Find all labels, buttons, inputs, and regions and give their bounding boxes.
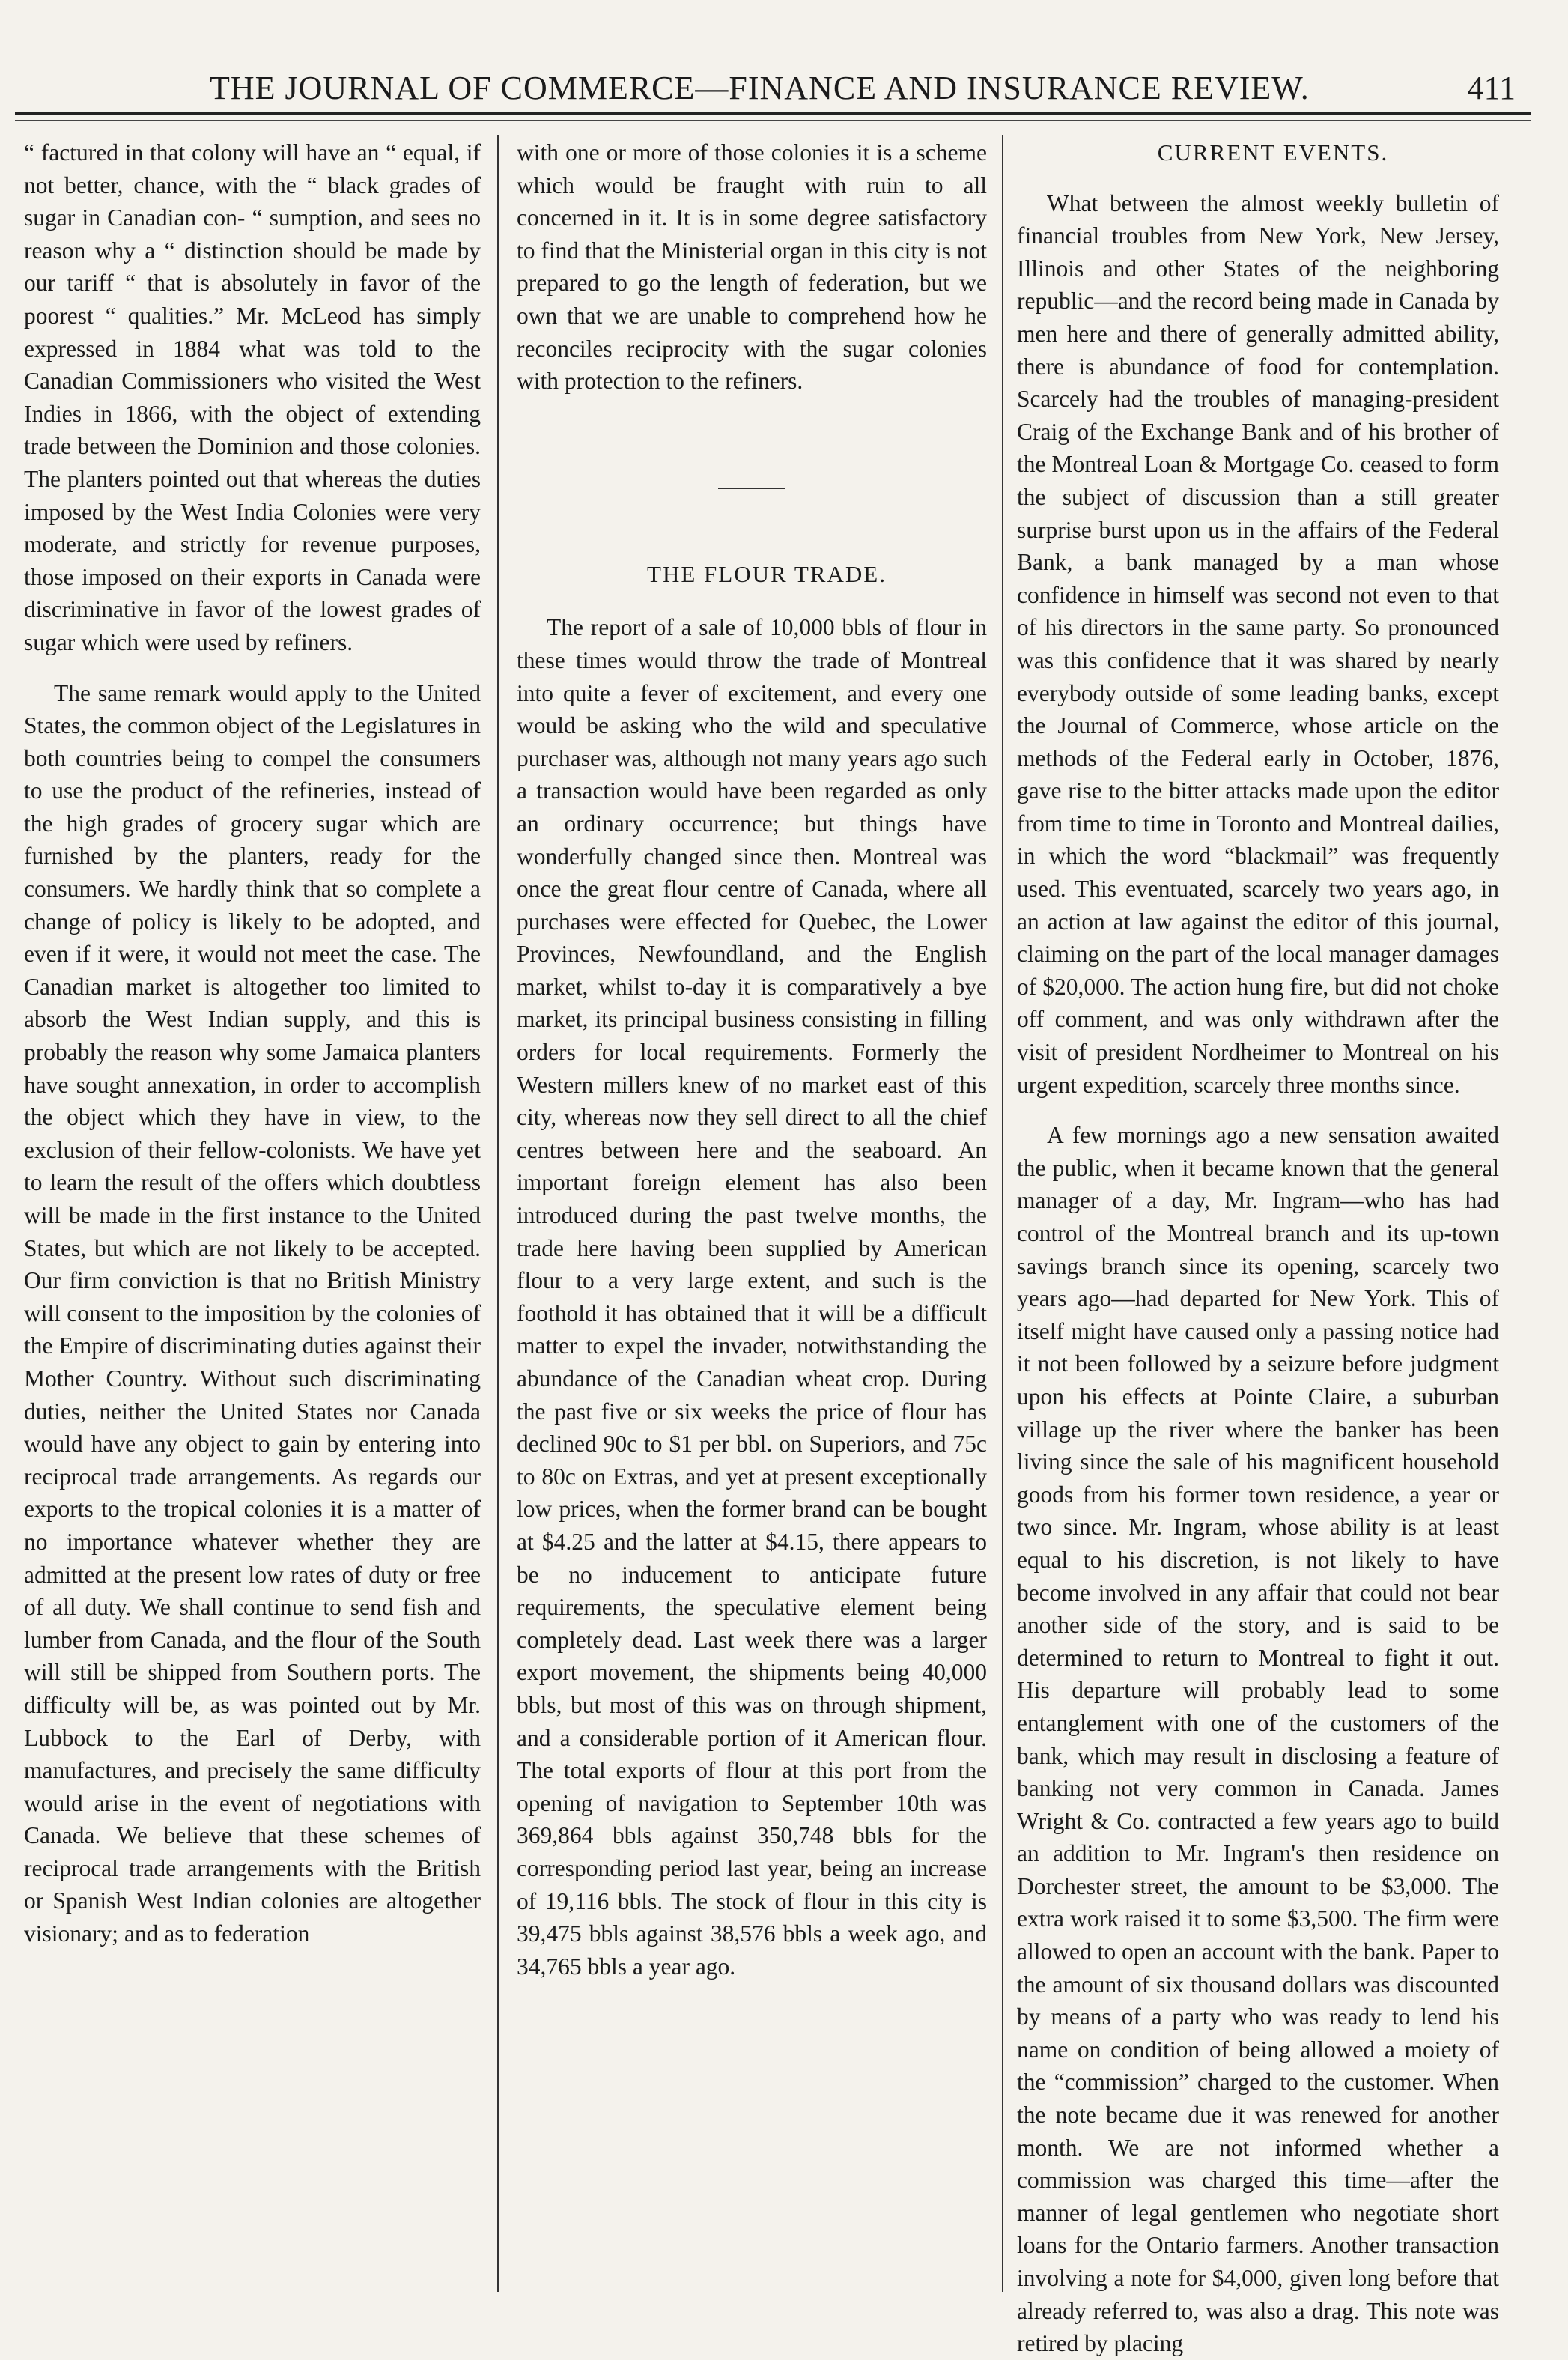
article-paragraph: What between the almost weekly bulletin of financial troubles from New York, New Jersey, Illinois and other States of the neighboring republic—and the record being made in Canada by men here and there of generally admitted ability, there is abundance of food for contemplation. Scarcely had the troubles of managing-president Craig of the Exchange Bank and of his brother of the Montreal Loan & Mortgage Co. ceased to form the subject of discussion than a still greater surprise burst upon us in the affairs of the Federal Bank, a bank managed by a man whose confidence in himself was second not even to that of his directors in the same party. So pronounced was this confidence that it was shared by nearly everybody outside of some leading banks, except the Journal of Commerce, whose article on the methods of the Federal early in October, 1876, gave rise to the bitter attacks made upon the editor from time to time in Toronto and Montreal dailies, in which the word “blackmail” was frequently used. This eventuated, scarcely two years ago, in an action at law against the editor of this journal, claiming on the part of the local manager damages of $20,000. The action hung fire, but did not choke off comment, and was only withdrawn after the visit of president Nordheimer to Montreal on his urgent expedition, scarcely three months since. [1017, 189, 1499, 1098]
page-number: 411 [1467, 70, 1516, 106]
column-divider [497, 135, 499, 2292]
article-paragraph: A few mornings ago a new sensation awaited the public, when it became known that the general manager of a day, Mr. Ingram—who has had control of the Montreal branch and its up-town savings branch since its opening, scarcely two years ago—had departed for New York. This of itself might have caused only a passing notice had it not been followed by a seizure before judgment upon his effects at Pointe Claire, a suburban village up the river where the banker has been living since the sale of his magnificent household goods from his former town residence, a year or two since. Mr. Ingram, whose ability is at least equal to his discretion, is not likely to have become involved in any affair that could not bear another side of the story, and is said to be determined to return to Montreal to fight it out. His departure will probably lead to some entanglement with one of the customers of the bank, which may result in disclosing a feature of banking not very common in Canada. James Wright & Co. contracted a few years ago to build an addition to Mr. Ingram's then residence on Dorchester street, the amount to be $3,000. The extra work raised it to some $3,500. The firm were allowed to open an account with the bank. Paper to the amount of six thousand dollars was discounted by means of a party who was ready to lend his name on condition of being allowed a moiety of the “commission” charged to the customer. When the note became due it was renewed for another month. We are not informed whether a commission was charged this time—after the manner of legal gentlemen who negotiate short loans for the Ontario farmers. Another transaction involving a note for $4,000, given long before that already referred to, was also a drag. This note was retired by placing [1017, 1122, 1499, 2357]
column-divider [1002, 135, 1003, 2292]
header-rule [15, 112, 1531, 115]
column-1 [24, 136, 481, 2271]
article-paragraph: “ factured in that colony will have an “ equal, if not better, chance, with the “ black grades of sugar in Canadian con- “ sumption, and sees no reason why a “ distinction should be made by our tariff “ that is absolutely in favor of the poorest “ qualities.” Mr. McLeod has simply expressed in 1884 what was told to the Canadian Commissioners who visited the West Indies in 1866, with the object of extending trade between the Dominion and those colonies. The planters pointed out that whereas the duties imposed by the West India Colonies were very moderate, and strictly for revenue purposes, those imposed on their exports in Canada were discriminative in favor of the lowest grades of sugar which were used by refiners. [24, 139, 481, 655]
header-rule-thin [15, 120, 1531, 121]
column-3 [1017, 136, 1499, 2357]
page-header [0, 0, 1568, 127]
journal-title: THE JOURNAL OF COMMERCE—FINANCE AND INSURANCE REVIEW. [210, 70, 1310, 106]
article-paragraph: The report of a sale of 10,000 bbls of flour in these times would throw the trade of Montreal into quite a fever of excitement, and every one would be asking who the wild and speculative purchaser was, although not many years ago such a transaction would have been regarded as only an ordinary occurrence; but things have wonderfully changed since then. Montreal was once the great flour centre of Canada, where all purchases were effected for Quebec, the Lower Provinces, Newfoundland, and the English market, whilst to-day it is comparatively a bye market, its principal business consisting in filling orders for local requirements. Formerly the Western millers knew of no market east of this city, whereas now they sell direct to all the chief centres between here and the seaboard. An important foreign element has also been introduced during the past twelve months, the trade here having been supplied by American flour to a very large extent, and such is the foothold it has obtained that it will be a difficult matter to expel the invader, notwithstanding the abundance of the Canadian wheat crop. During the past five or six weeks the price of flour has declined 90c to $1 per bbl. on Superiors, and 75c to 80c on Extras, and yet at present exceptionally low prices, when the former brand can be bought at $4.25 and the latter at $4.15, there appears to be no inducement to anticipate future requirements, the speculative element being completely dead. Last week there was a larger export movement, the shipments being 40,000 bbls, but most of this was on through shipment, and a considerable portion of it American flour. The total exports of flour at this port from the opening of navigation to September 10th was 369,864 bbls against 350,748 bbls for the corresponding period last year, being an increase of 19,116 bbls. The stock of flour in this city is 39,475 bbls against 38,576 bbls a week ago, and 34,765 bbls a year ago. [517, 614, 987, 1980]
article-paragraph: The same remark would apply to the United States, the common object of the Legislatures in both countries being to compel the consumers to use the product of the refineries, instead of the high grades of grocery sugar which are furnished by the planters, ready for the consumers. We hardly think that so complete a change of policy is likely to be adopted, and even if it were, it would not meet the case. The Canadian market is altogether too limited to absorb the West Indian supply, and this is probably the reason why some Jamaica planters have sought annexation, in order to accomplish the object which they have in view, to the exclusion of their fellow-colonists. We have yet to learn the result of the offers which doubtless will be made in the first instance to the United States, but which are not likely to be accepted. Our firm conviction is that no British Ministry will consent to the imposition by the colonies of the Empire of discriminating duties against their Mother Country. Without such discriminating duties, neither the United States nor Canada would have any object to gain by entering into reciprocal trade arrangements. As regards our exports to the tropical colonies it is a matter of no importance whatever whether they are admitted at the present low rates of duty or free of all duty. We shall continue to send fish and lumber from Canada, and the flour of the South will still be shipped from Southern ports. The difficulty will be, as was pointed out by Mr. Lubbock to the Earl of Derby, with manufactures, and precisely the same difficulty would arise in the event of negotiations with Canada. We believe that these schemes of reciprocal trade arrangements with the British or Spanish West Indian colonies are altogether visionary; and as to federation [24, 679, 481, 1947]
column-2 [517, 136, 987, 2271]
section-heading: THE FLOUR TRADE. [647, 560, 887, 587]
article-paragraph: with one or more of those colonies it is a scheme which would be fraught with ruin to all concerned in it. It is in some degree satisfactory to find that the Ministerial organ in this city is not prepared to go the length of federation, but we own that we are unable to comprehend how he reconciles reciprocity with the sugar colonies with protection to the refiners. [517, 139, 987, 395]
section-heading: CURRENT EVENTS. [1157, 139, 1389, 166]
